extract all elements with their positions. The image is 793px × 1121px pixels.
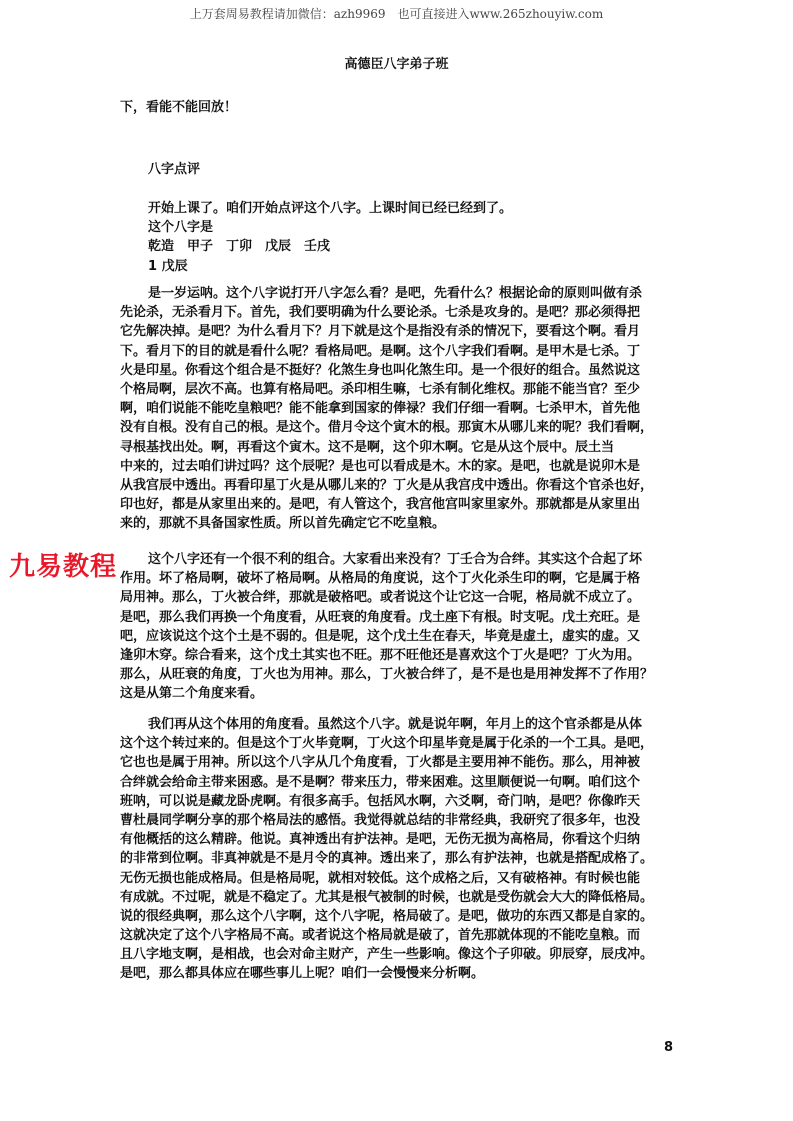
- paragraph-2: [120, 550, 676, 704]
- paragraph-line: 有成就。不过呢，就是不稳定了。尤其是根气被制的时候，也就是受伤就会大大的降低格局。: [120, 889, 654, 905]
- paragraph-line: 它也也是属于用神。所以这个八字从几个角度看，丁火都是主要用神不能伤。那么，用神被: [120, 755, 641, 771]
- intro-line: 开始上课了。咱们开始点评这个八字。上课时间已经已经到了。: [148, 201, 513, 216]
- paragraph-line: 有他概括的这么精辟。他说。真神透出有护法神。是吧，无伤无损为高格局，你看这个归纳: [120, 832, 641, 848]
- paragraph-line: 逢卯木穿。综合看来，这个戊土其实也不旺。那不旺他还是喜欢这个丁火是吧？丁火为用。: [120, 647, 641, 663]
- paragraph-line: 无伤无损也能成格局。但是格局呢，就相对较低。这个成格之后，又有破格神。有时候也能: [120, 870, 641, 886]
- section-heading: 八字点评: [148, 162, 201, 177]
- paragraph-line: 下。看月下的目的就是看什么呢？看格局吧。是啊。这个八字我们看啊。是甲木是七杀。丁: [120, 343, 641, 359]
- paragraph-line: 它先解决掉。是吧？为什么看月下？月下就是这个是指没有杀的情况下，要看这个啊。看月: [120, 324, 641, 340]
- paragraph-line: 先论杀，无杀看月下。首先，我们要明确为什么要论杀。七杀是攻身的。是吧？那必须得把: [120, 305, 641, 321]
- page-number: 8: [664, 1040, 674, 1055]
- paragraph-line: 从我宫辰中透出。再看印星丁火是从哪儿来的？丁火是从我宫戌中透出。你看这个官杀也好，: [120, 477, 654, 493]
- paragraph-line: 吧，应该说这个这个土是不弱的。但是呢，这个戊土生在春天，毕竟是虚土，虚实的虚。又: [120, 628, 641, 644]
- intro-line: 1 戊辰: [148, 258, 188, 274]
- paragraph-line: 这个八字还有一个很不利的组合。大家看出来没有？丁壬合为合绊。其实这个合起了坏: [148, 552, 643, 567]
- paragraph-line: 的非常到位啊。非真神就是不是月令的真神。透出来了，那么有护法神，也就是搭配成格了。: [120, 851, 654, 867]
- paragraph-line: 说的很经典啊，那么这个八字啊，这个八字呢，格局破了。是吧，做功的东西又都是自家的。: [120, 908, 654, 924]
- intro-line: 乾造 甲子 丁卯 戊辰 壬戌: [148, 239, 331, 255]
- header-note: 上万套周易教程请加微信：azh9969 也可直接进入www.265zhouyiw.com: [189, 7, 604, 21]
- paragraph-line: 且八字地支啊，是相战，也会对命主财产，产生一些影响。像这个子卯破。卯辰穿，辰戌冲。: [120, 947, 654, 963]
- paragraph-1: [120, 284, 676, 533]
- paragraph-line: 来的，那就不具备国家性质。所以首先确定它不吃皇粮。: [120, 516, 446, 532]
- paragraph-line: 印也好，都是从家里出来的。是吧，有人管这个，我宫他宫叫家里家外。那就都是从家里出: [120, 497, 641, 513]
- paragraph-line: 那么，从旺衰的角度，丁火也为用神。那么，丁火被合绊了，是不是也是用神发挥不了作用？: [120, 667, 654, 683]
- intro-line: 这个八字是: [148, 220, 214, 236]
- paragraph-line: 是一岁运呐。这个八字说打开八字怎么看？是吧，先看什么？根据论命的原则叫做有杀: [148, 286, 643, 301]
- paragraph-line: 这是从第二个角度来看。: [120, 686, 264, 702]
- leading-line: 下，看能不能回放！: [120, 100, 238, 115]
- paragraph-line: 作用。坏了格局啊，破坏了格局啊。从格局的角度说，这个丁火化杀生印的啊，它是属于格: [120, 571, 641, 587]
- paragraph-line: 曹杜晨同学啊分享的那个格局法的感悟。我觉得就总结的非常经典，我研究了很多年，也没: [120, 812, 641, 828]
- paragraph-line: 是吧，那么都具体应在哪些事儿上呢？咱们一会慢慢来分析啊。: [120, 966, 485, 982]
- paragraph-line: 中来的，过去咱们讲过吗？这个辰呢？是也可以看成是木。木的家。是吧，也就是说卯木是: [120, 458, 641, 474]
- watermark-logo: 九易教程: [9, 546, 117, 583]
- page-title: 高德臣八字弟子班: [344, 57, 449, 72]
- paragraph-line: 这就决定了这个八字格局不高。或者说这个格局就是破了，首先那就体现的不能吃皇粮。而: [120, 928, 641, 944]
- paragraph-line: 啊，咱们说能不能吃皇粮吧？能不能拿到国家的俸禄？我们仔细一看啊。七杀甲木，首先他: [120, 401, 641, 417]
- paragraph-line: 班呐，可以说是藏龙卧虎啊。有很多高手。包括风水啊，六爻啊，奇门呐，是吧？你像昨天: [120, 793, 641, 809]
- paragraph-line: 合绊就会给命主带来困惑。是不是啊？带来压力，带来困难。这里顺便说一句啊。咱们这个: [120, 774, 641, 790]
- intro-block: [120, 199, 676, 276]
- paragraph-line: 没有自根。没有自己的根。是这个。借月令这个寅木的根。那寅木从哪儿来的呢？我们看啊，: [120, 420, 654, 436]
- paragraph-line: 我们再从这个体用的角度看。虽然这个八字。就是说年啊，年月上的这个官杀都是从体: [148, 717, 643, 732]
- paragraph-line: 局用神。那么，丁火被合绊，那就是破格吧。或者说这个让它这一合呢，格局就不成立了。: [120, 590, 641, 606]
- paragraph-line: 个格局啊，层次不高。也算有格局吧。杀印相生嘛，七杀有制化维权。那能不能当官？至少: [120, 381, 641, 397]
- paragraph-3: [120, 715, 676, 984]
- paragraph-line: 火是印星。你看这个组合是不挺好？化煞生身也叫化煞生印。是一个很好的组合。虽然说这: [120, 362, 641, 378]
- paragraph-line: 是吧，那么我们再换一个角度看，从旺衰的角度看。戊土座下有根。时支呢。戊土充旺。是: [120, 609, 641, 625]
- paragraph-line: 寻根基找出处。啊，再看这个寅木。这不是啊，这个卯木啊。它是从这个辰中。辰土当: [120, 439, 615, 455]
- paragraph-line: 这个这个转过来的。但是这个丁火毕竟啊，丁火这个印星毕竟是属于化杀的一个工具。是吧，: [120, 736, 654, 752]
